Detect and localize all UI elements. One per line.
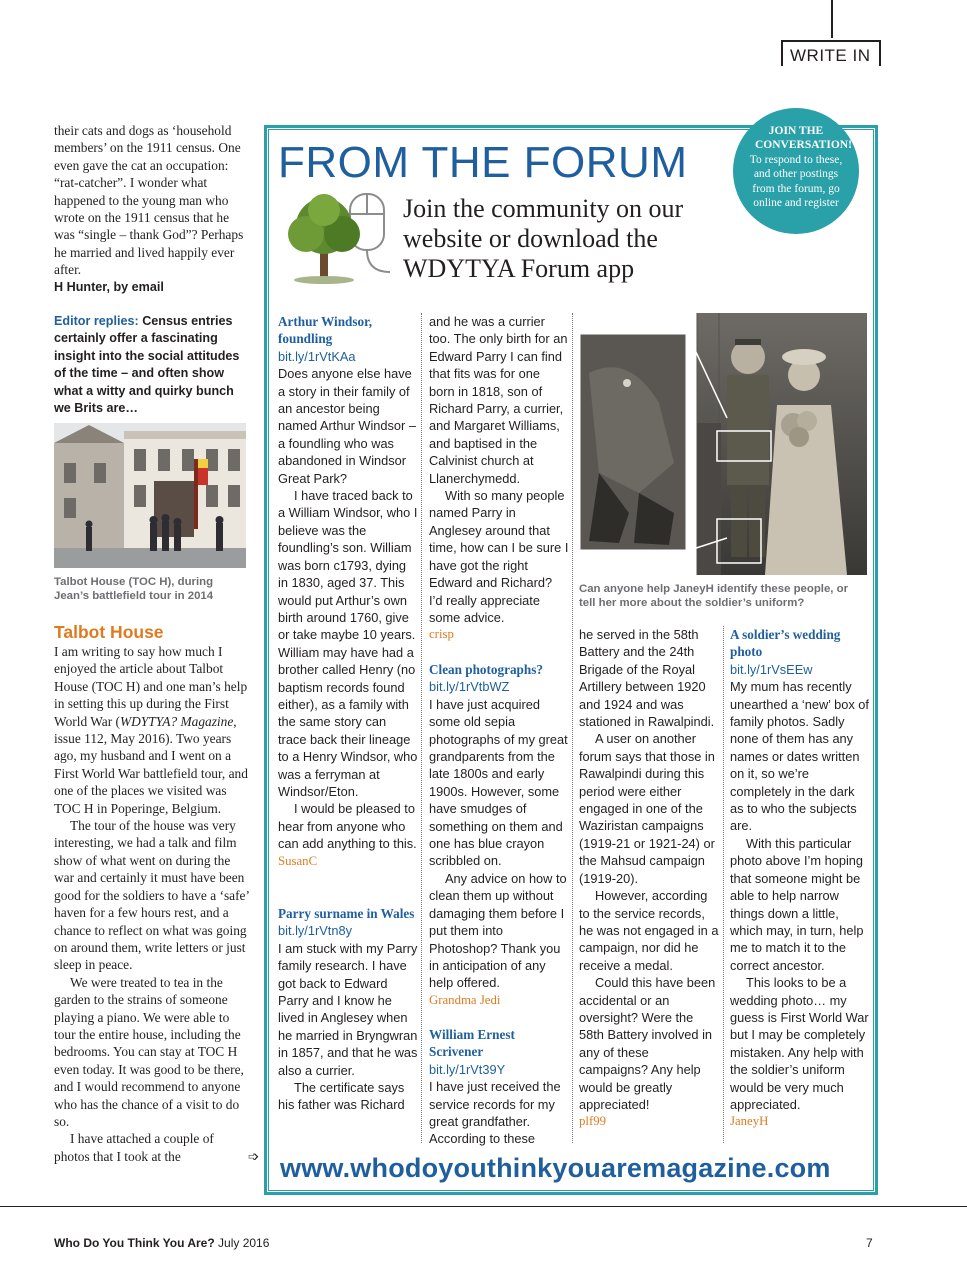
- post-scrivener-p3: A user on another forum says that those in Rawalpindi during this period were either engaged in one of the Waziristan campaigns (1919-21 or 1921-24) or the Mahsud campaign (1919-20).: [579, 731, 715, 886]
- footer-rule: [0, 1206, 967, 1207]
- post-arthur-link[interactable]: bit.ly/1rVtKAa: [278, 348, 356, 364]
- badge-text: To respond to these, and other postings from the forum, go online and register: [749, 153, 843, 210]
- talbot-photo-caption: Talbot House (TOC H), during Jean’s battlefield tour in 2014: [54, 576, 214, 602]
- footer-magazine-name: Who Do You Think You Are?: [54, 1236, 215, 1250]
- letter-signature: H Hunter, by email: [54, 279, 164, 294]
- post-parry-cont: [429, 313, 569, 644]
- footer-magazine: [54, 1236, 269, 1250]
- talbot-para-3: We were treated to tea in the garden to the strains of someone playing a piano. We were able to tour the entire house, including the bedrooms. You can stay at TOC H even today. It was good to be there, and I would recommend to anyone who has the chance of a visit to do so.: [54, 974, 244, 1129]
- letter-end-text: their cats and dogs as ‘household members’ on the 1911 census. One even gave the cat an occupation: “rat-catcher”. I wonder what happened to the young man who wrote on the 1911 census that he was “single – thank God”? Perhaps he married and lived happily ever after.: [54, 123, 244, 278]
- wedding-photo: [579, 313, 867, 575]
- post-clean-p1: I have just acquired some old sepia photographs of my great grandparents from the late 1800s and early 1900s. However, some have smudges of something on them and one has blue crayon scribbled on.: [429, 696, 568, 869]
- post-wedding-signature[interactable]: JaneyH: [730, 1114, 769, 1129]
- post-arthur-p2: I have traced back to a William Windsor, who I believe was the foundling’s son. William was born c1793, dying in 1830, aged 37. This would put Arthur’s own birth around 1760, give or take maybe 10 years. William may have had a brother called Henry (no baptism records found either), as a family with the same story can trace back their lineage to a Henry Windsor, who was a ferryman at Windsor/Eton.: [278, 488, 418, 799]
- tag-rule: [831, 0, 833, 38]
- talbot-para-4: [54, 1130, 260, 1165]
- editor-label: Editor replies:: [54, 314, 139, 328]
- post-scrivener-p1: I have just received the service records for my great grandfather. According to these: [429, 1079, 561, 1147]
- post-parry: [278, 905, 418, 1114]
- talbot-para-1-a: I am writing to say how much I enjoyed the article about Talbot House (TOC H) and one man’s help in setting this up during the First World War (: [54, 644, 248, 729]
- post-clean: [429, 661, 569, 1009]
- post-wedding-link[interactable]: bit.ly/1rVsEEw: [730, 661, 813, 677]
- post-clean-p2: Any advice on how to clean them up without damaging them before I put them into Photoshop? Thank you in anticipation of any help offered.: [429, 870, 567, 991]
- post-arthur-title: Arthur Windsor, foundling: [278, 314, 373, 347]
- section-tag: WRITE IN: [790, 46, 871, 65]
- post-wedding-p1: My mum has recently unearthed a ‘new’ box of family photos. Sadly none of them has any names or dates written on it, so we’re completely in the dark as to who the subjects are.: [730, 679, 869, 834]
- post-clean-title: Clean photographs?: [429, 662, 543, 677]
- talbot-para-2: The tour of the house was very interesting, we had a talk and film show of what went on during the war and certainly it must have been good for the soldiers to have a ‘safe’ haven for a few hours rest, and a chance to reflect on what was going on around them, write letters or just sleep in peace.: [54, 818, 249, 973]
- post-parry-p3: and he was a currier too. The only birth for an Edward Parry I can find that fits was for one born in 1818, son of Richard Parry, a currier, and Margaret Williams, and baptised in the Calvinist church at Llanerchymedd.: [429, 314, 568, 486]
- talbot-house-photo: [54, 423, 246, 568]
- forum-title: FROM THE FORUM: [278, 138, 688, 187]
- post-wedding-title: A soldier’s wedding photo: [730, 627, 841, 660]
- badge-title: JOIN THE CONVERSATION!: [755, 125, 852, 152]
- talbot-para-1-italic: WDYTYA? Magazine: [120, 713, 234, 729]
- column-divider: [421, 313, 422, 1143]
- talbot-heading: Talbot House: [54, 622, 164, 642]
- post-parry-p4: With so many people named Parry in Anglesey around that time, how can I be sure I have got the right Edward and Richard? I’d really appreciate some advice.: [429, 488, 569, 625]
- talbot-para-1: [54, 643, 249, 817]
- post-parry-p1: I am stuck with my Parry family research. I have got back to Edward Parry and I know he lived in Anglesey when he married in Bryngwran in 1857, and that he was also a currier.: [278, 940, 418, 1078]
- forum-subtitle: Join the community on our website or download the WDYTYA Forum app: [403, 194, 684, 283]
- page-number: 7: [866, 1236, 873, 1250]
- column-divider: [572, 313, 573, 1143]
- talbot-para-4-text: I have attached a couple of photos that I took at the: [54, 1131, 214, 1164]
- wedding-photo-caption: Can anyone help JaneyH identify these people, or tell her more about the soldier’s uniform?: [579, 583, 849, 609]
- tree-mouse-icon: [282, 188, 400, 286]
- post-scrivener-link[interactable]: bit.ly/1rVt39Y: [429, 1061, 506, 1077]
- post-clean-link[interactable]: bit.ly/1rVtbWZ: [429, 679, 510, 695]
- continue-arrow-icon: ➩: [248, 1148, 260, 1164]
- editor-reply: [54, 313, 249, 417]
- post-arthur-signature[interactable]: SusanC: [278, 853, 318, 868]
- footer-issue: July 2016: [218, 1236, 270, 1250]
- post-wedding: [730, 626, 870, 1131]
- join-badge[interactable]: [733, 108, 859, 234]
- editor-text: Census entries certainly offer a fascinating insight into the social attitudes of the time – and often show what a witty and quirky bunch we Brits are…: [54, 314, 240, 416]
- talbot-para-1-b: , issue 112, May 2016). Two years ago, my husband and I went on a First World War battlefield tour, and one of the places we visited was TOC H in Poperinge, Belgium.: [54, 713, 248, 816]
- post-arthur-p3: I would be pleased to hear from anyone who can add anything to this.: [278, 801, 417, 852]
- post-scrivener: [429, 1026, 569, 1148]
- post-scrivener-title: William Ernest Scrivener: [429, 1027, 515, 1060]
- post-wedding-p2: With this particular photo above I’m hoping that someone might be able to help narrow things down a little, which may, in turn, help me to match it to the correct ancestor.: [730, 835, 864, 973]
- post-parry-p2: The certificate says his father was Richard: [278, 1080, 405, 1113]
- post-scrivener-p4: However, according to the service records, he was not engaged in a campaign, nor did he receive a medal.: [579, 888, 719, 973]
- post-scrivener-cont: [579, 626, 719, 1131]
- post-scrivener-signature[interactable]: plf99: [579, 1114, 607, 1129]
- post-parry-title: Parry surname in Wales: [278, 906, 415, 921]
- post-parry-signature[interactable]: crisp: [429, 627, 454, 642]
- talbot-letter: [54, 643, 260, 1165]
- post-wedding-p3: This looks to be a wedding photo… my guess is First World War but I may be completely mistaken. Any help with the soldier’s uniform would be very much appreciated.: [730, 975, 869, 1112]
- post-parry-link[interactable]: bit.ly/1rVtn8y: [278, 923, 352, 939]
- post-scrivener-p5: Could this have been accidental or an oversight? Were the 58th Battery involved in any of these campaigns? Any help would be greatly appreciated!: [579, 975, 716, 1112]
- post-clean-signature[interactable]: Grandma Jedi: [429, 992, 501, 1007]
- letter-end: [54, 122, 249, 296]
- post-scrivener-p2: he served in the 58th Battery and the 24th Brigade of the Royal Artillery between 1920 and 1924 and was stationed in Rawalpindi.: [579, 627, 715, 730]
- post-arthur-p1: Does anyone else have a story in their family of an ancestor being named Arthur Windsor – a foundling who was abandoned in Windsor Great Park?: [278, 366, 416, 486]
- website-link[interactable]: www.whodoyouthinkyouaremagazine.com: [280, 1153, 831, 1183]
- post-arthur: [278, 313, 418, 870]
- column-divider: [723, 626, 724, 1143]
